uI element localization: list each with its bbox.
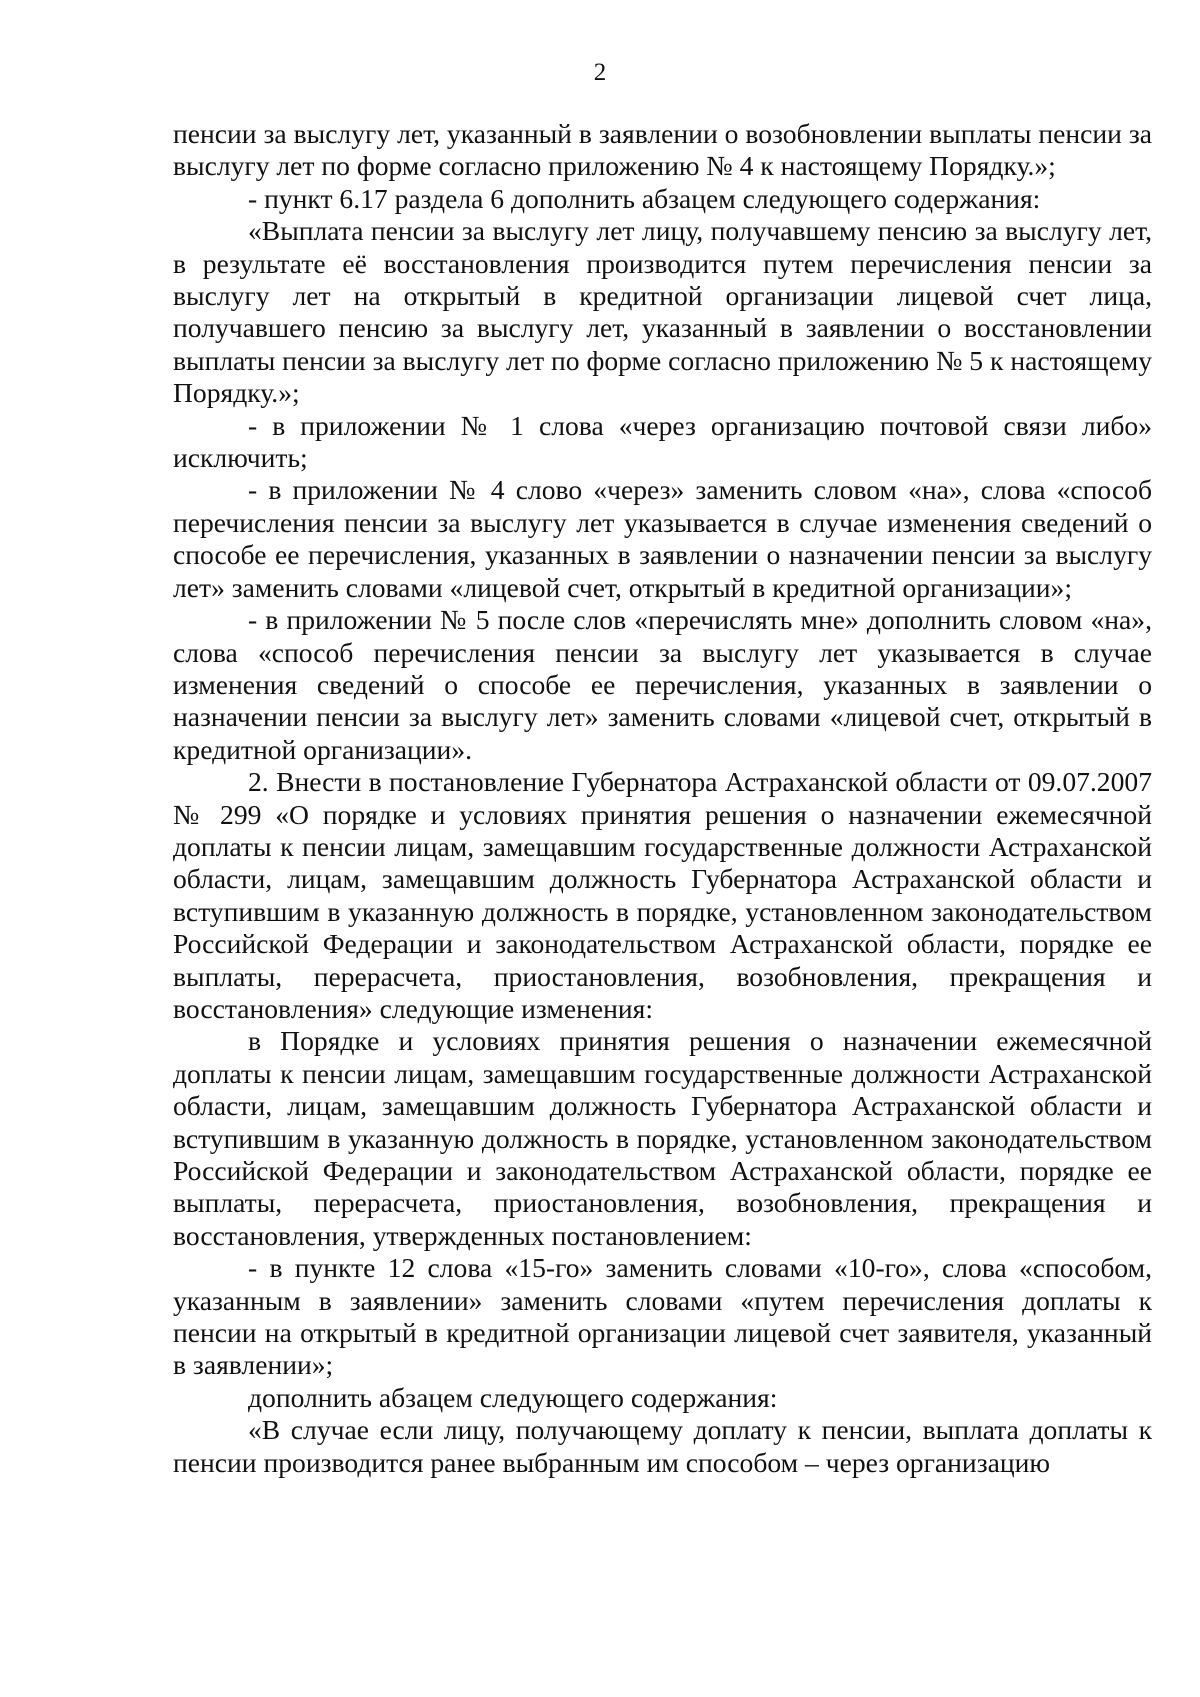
paragraph-6: - в приложении № 5 после слов «перечислять мне» дополнить словом «на», слова «способ перечисления пенсии за выслугу лет указывается в случае изменения сведений о способе ее перечисления, указанных в заявлении о назначении пенсии за выслугу лет» заменить словами «лицевой счет, открытый в кредитной организации». [173, 604, 1152, 765]
paragraph-8: в Порядке и условиях принятия решения о назначении ежемесячной доплаты к пенсии лицам, замещавшим государственные должности Астраханской области, лицам, замещавшим должность Губернатора Астраханской области и вступившим в указанную должность в порядке, установленном законодательством Российской Федерации и законодательством Астраханской области, порядке ее выплаты, перерасчета, приостановления, возобновления, прекращения и восстановления, утвержденных постановлением: [173, 1025, 1152, 1251]
paragraph-3: «Выплата пенсии за выслугу лет лицу, получавшему пенсию за выслугу лет, в результате её восстановления производится путем перечисления пенсии за выслугу лет на открытый в кредитной организации лицевой счет лица, получавшего пенсию за выслугу лет, указанный в заявлении о восстановлении выплаты пенсии за выслугу лет по форме согласно приложению № 5 к настоящему Порядку.»; [173, 215, 1152, 409]
paragraph-1: пенсии за выслугу лет, указанный в заявлении о возобновлении выплаты пенсии за выслугу лет по форме согласно приложению № 4 к настоящему Порядку.»; [173, 118, 1152, 182]
document-body [173, 118, 1152, 1479]
paragraph-5: - в приложении № 4 слово «через» заменить словом «на», слова «способ перечисления пенсии за выслугу лет указывается в случае изменения сведений о способе ее перечисления, указанных в заявлении о назначении пенсии за выслугу лет» заменить словами «лицевой счет, открытый в кредитной организации»; [173, 474, 1152, 603]
paragraph-4: - в приложении № 1 слова «через организацию почтовой связи либо» исключить; [173, 409, 1152, 474]
paragraph-10: дополнить абзацем следующего содержания: [248, 1381, 778, 1413]
paragraph-9: - в пункте 12 слова «15-го» заменить словами «10-го», слова «способом, указанным в заявлении» заменить словами «путем перечисления доплаты к пенсии на открытый в кредитной организации лицевой счет заявителя, указанный в заявлении»; [173, 1252, 1152, 1381]
page-number: 2 [593, 59, 607, 86]
paragraph-11: «В случае если лицу, получающему доплату к пенсии, выплата доплаты к пенсии производится ранее выбранным им способом – через организацию [173, 1414, 1152, 1478]
paragraph-7: 2. Внести в постановление Губернатора Астраханской области от 09.07.2007 № 299 «О порядке и условиях принятия решения о назначении ежемесячной доплаты к пенсии лицам, замещавшим государственные должности Астраханской области, лицам, замещавшим должность Губернатора Астраханской области и вступившим в указанную должность в порядке, установленном законодательством Российской Федерации и законодательством Астраханской области, порядке ее выплаты, перерасчета, приостановления, возобновления, прекращения и восстановления» следующие изменения: [173, 766, 1152, 1024]
paragraph-2: - пункт 6.17 раздела 6 дополнить абзацем следующего содержания: [248, 182, 1041, 214]
